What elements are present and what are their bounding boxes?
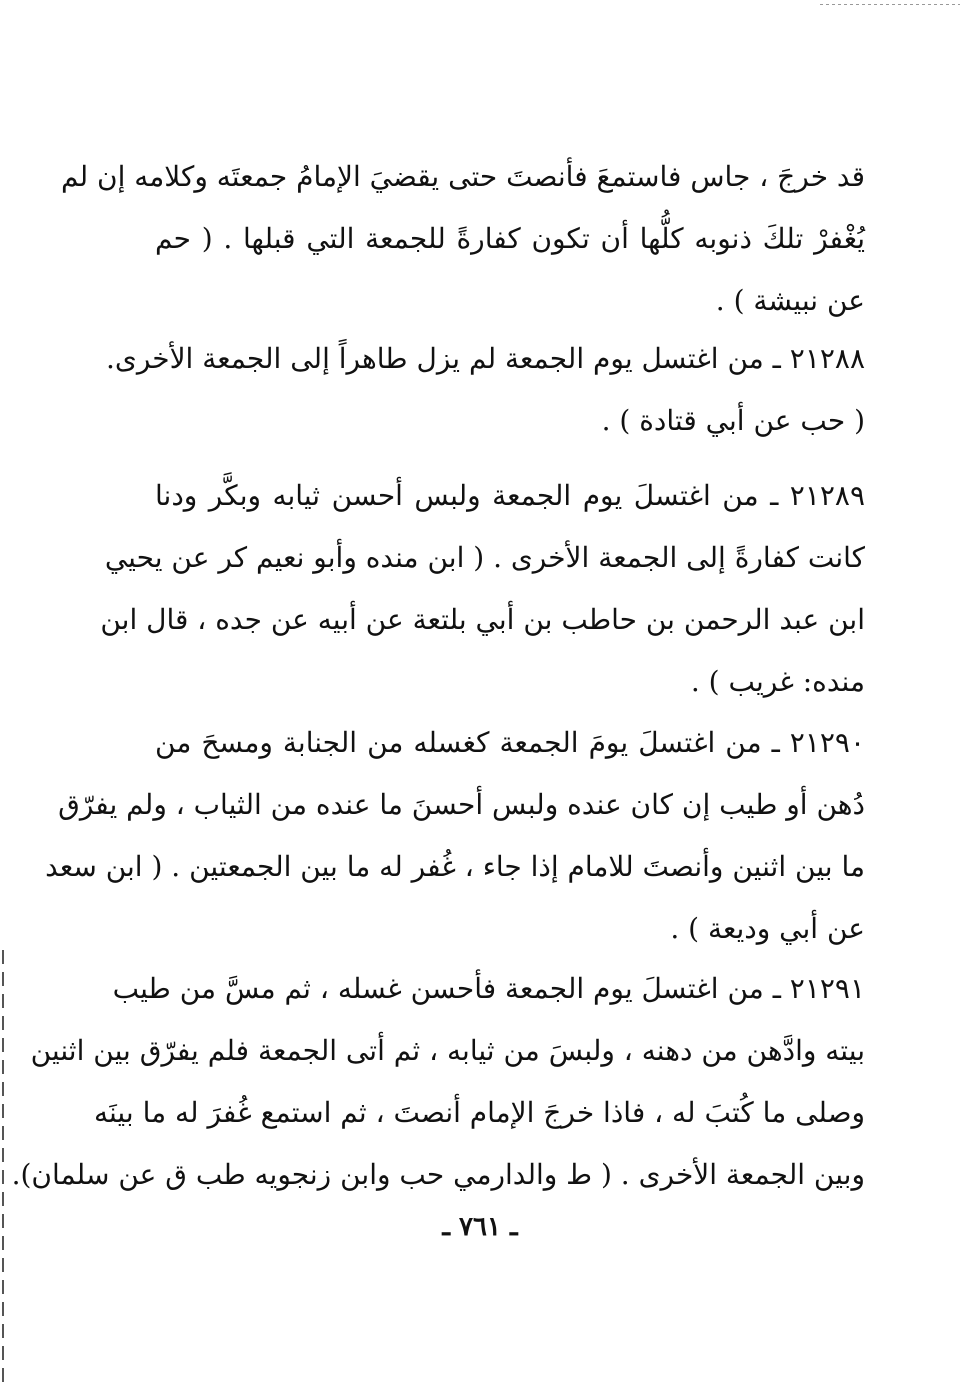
scan-edge-left [2, 950, 4, 1384]
hadith-21288 [106, 328, 865, 452]
paragraph-continuation [60, 146, 865, 332]
text-line: دُهن أو طيب إن كان عنده ولبس أحسنَ ما عنده من الثياب ، ولم يفرّق [58, 788, 865, 821]
hadith-21289 [100, 465, 865, 713]
page-number: ـ ٧٦١ ـ [442, 1212, 518, 1242]
hadith-21290 [45, 712, 865, 960]
text-line: ما بين اثنين وأنصتَ للامام إذا جاء ، غُفر له ما بين الجمعتين . ( ابن سعد [45, 850, 865, 883]
text-line: منده: غريب ) . [690, 665, 865, 698]
text-line: ( حب عن أبي قتادة ) . [601, 404, 865, 437]
scan-edge-top [820, 4, 960, 5]
text-line: كانت كفارةً إلى الجمعة الأخرى . ( ابن منده وأبو نعيم كر عن يحيي [104, 541, 865, 574]
text-line: يُغْفرْ تلكَ ذنوبه كلُّها أن تكون كفارةً للجمعة التي قبلها . ( حم [155, 222, 865, 255]
text-line: قد خرجَ ، جاس فاستمعَ فأنصتَ حتى يقضيَ الإمامُ جمعتَه وكلامه إن لم [60, 160, 865, 193]
text-line: ٢١٢٨٨ ـ من اغتسل يوم الجمعة لم يزل طاهراً إلى الجمعة الأخرى. [106, 342, 865, 375]
text-line: عن نبيشة ) . [715, 284, 865, 317]
text-line: وبين الجمعة الأخرى . ( ط والدارمي حب وابن زنجويه طب ق عن سلمان). [11, 1158, 865, 1191]
hadith-21291 [11, 958, 865, 1206]
text-line: ٢١٢٨٩ ـ من اغتسلَ يوم الجمعة ولبس أحسن ثيابه وبكَّر ودنا [155, 479, 865, 512]
text-line: وصلى ما كُتبَ له ، فاذا خرجَ الإمام أنصتَ ، ثم استمع غُفرَ له ما بينَه [93, 1096, 865, 1129]
text-line: ٢١٢٩٠ ـ من اغتسلَ يومَ الجمعة كغسله من الجنابة ومسحَ من [155, 726, 865, 759]
text-line: ابن عبد الرحمن بن حاطب بن أبي بلتعة عن أبيه عن جده ، قال ابن [100, 603, 865, 636]
text-line: بيته وادَّهن من دهنه ، ولبسَ من ثيابه ، ثم أتى الجمعة فلم يفرّق بين اثنين [30, 1034, 865, 1067]
text-line: عن أبي وديعة ) . [670, 912, 865, 945]
text-line: ٢١٢٩١ ـ من اغتسلَ يوم الجمعة فأحسن غسله ، ثم مسَّ من طيب [112, 972, 865, 1005]
